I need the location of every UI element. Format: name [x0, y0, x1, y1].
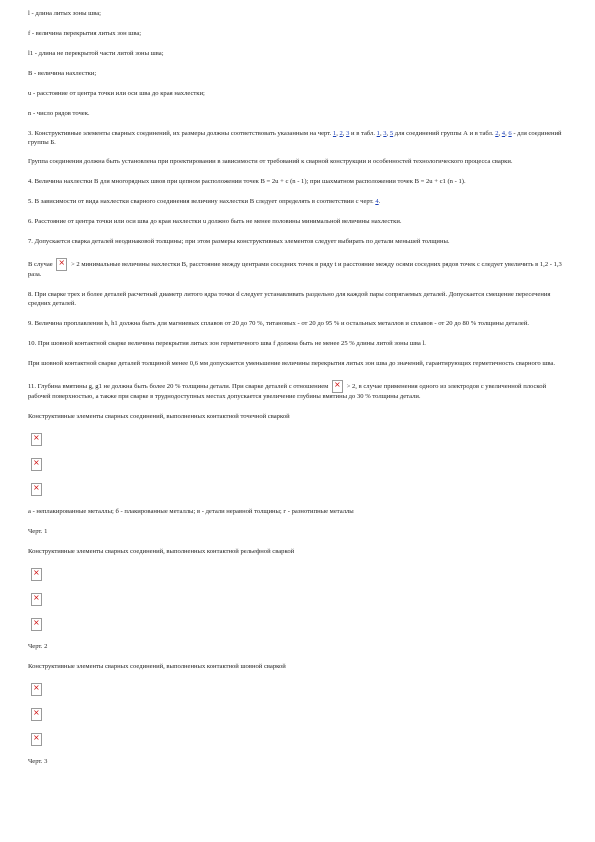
broken-image-icon	[332, 380, 343, 393]
link-table-4[interactable]: 4	[501, 129, 506, 137]
clause-3-text-a: 3. Конструктивные элементы сварных соединений, их размеры должны соответствовать указанным на черт.	[28, 129, 333, 137]
broken-image-icon	[31, 483, 42, 496]
document-page	[28, 10, 568, 778]
figure-1b-image	[31, 458, 568, 471]
separator: ,	[498, 129, 502, 137]
broken-image-icon	[56, 258, 67, 271]
link-table-5[interactable]: 5	[389, 129, 394, 137]
definition-l: l - длина литых зоны шва;	[28, 10, 102, 17]
clause-5-text-a: 5. В зависимости от вида нахлестки сварного соединения величину нахлестки В следует определять в соответствии с черт.	[28, 198, 376, 206]
separator: ,	[342, 129, 347, 137]
figure-2-caption: Черт. 2	[28, 642, 48, 650]
broken-image-icon	[31, 733, 42, 746]
definition-n: n - число рядов точек.	[28, 109, 90, 117]
separator: ,	[505, 129, 509, 137]
definition-f: f - величина перекрытия литых зон шва;	[28, 29, 142, 37]
figure-3b-image	[31, 708, 568, 721]
clause-7-ratio-text-b: > 2 минимальные величины нахлестки В, расстояние между центрами соседних точек в ряду t и расстояние между осями соседних рядов точек с следует увеличить в 1,2 - 1,3 раза.	[28, 261, 562, 279]
clause-5	[28, 198, 568, 207]
clause-3	[28, 130, 568, 147]
figure-1c-image	[31, 483, 568, 496]
section-heading-projection-welding: Конструктивные элементы сварных соединений, выполненных контактной рельефной сваркой	[28, 547, 295, 555]
clause-10: 10. При шовной контактной сварке величина перекрытия литых зон герметичного шва f должна быть не менее 25 % длины литой зоны шва l.	[28, 339, 426, 347]
broken-image-icon	[31, 433, 42, 446]
figure-3a-image	[31, 683, 568, 696]
clause-7-ratio	[28, 258, 568, 280]
figure-3-caption: Черт. 3	[28, 757, 48, 765]
broken-image-icon	[31, 593, 42, 606]
figure-2a-image	[31, 568, 568, 581]
definition-u: u - расстояние от центра точки или оси шва до края нахлестки;	[28, 89, 205, 97]
clause-9: 9. Величина проплавления h, h1 должна быть для магниевых сплавов от 20 до 70 %, титановых - от 20 до 95 % и остальных металлов и сплавов - от 20 до 80 % толщины деталей.	[28, 319, 530, 327]
link-table-2[interactable]: 2	[495, 129, 499, 137]
section-heading-spot-welding: Конструктивные элементы сварных соединений, выполненных контактной точечной сваркой	[28, 412, 290, 420]
link-table-3[interactable]: 3	[383, 129, 387, 137]
figure-2c-image	[31, 618, 568, 631]
clause-3-text-b: и в табл.	[349, 129, 377, 137]
broken-image-icon	[31, 458, 42, 471]
clause-11-text-a: 11. Глубина вмятины g, g1 не должна быть более 20 % толщины детали. При сварке деталей с отношением	[28, 382, 330, 390]
broken-image-icon	[31, 618, 42, 631]
clause-8: 8. При сварке трех и более деталей расчетный диаметр литого ядра точки d следует устанавливать раздельно для каждой пары сопрягаемых деталей. Допускается смещение пересечения средних деталей.	[28, 291, 551, 307]
link-table-1[interactable]: 1	[376, 129, 380, 137]
clause-7: 7. Допускается сварка деталей неодинаковой толщины; при этом размеры конструктивных элементов следует выбирать по детали меньшей толщины.	[28, 238, 450, 246]
figure-1a-image	[31, 433, 568, 446]
clause-7-ratio-text-a: В случае	[28, 261, 55, 269]
definition-l1: l1 - длина не перекрытой части литой зоны шва;	[28, 49, 164, 57]
section-heading-seam-welding: Конструктивные элементы сварных соединений, выполненных контактной шовной сваркой	[28, 662, 286, 670]
link-fig-4[interactable]: 4	[375, 198, 379, 206]
broken-image-icon	[31, 683, 42, 696]
group-note: Группа соединения должна быть установлена при проектировании в зависимости от требований к сварной конструкции и особенностей технологического процесса сварки.	[28, 158, 513, 166]
clause-10-note: При шовной контактной сварке деталей толщиной менее 0,6 мм допускается уменьшение величины перекрытия литых зон шва до значений, гарантирующих герметичность сварного шва.	[28, 359, 556, 367]
broken-image-icon	[31, 568, 42, 581]
link-fig-2[interactable]: 2	[339, 129, 343, 137]
link-table-6[interactable]: 6	[508, 129, 512, 137]
broken-image-icon	[31, 708, 42, 721]
clause-4: 4. Величина нахлестки В для многорядных швов при цепном расположении точек В = 2u + с (n - 1); при шахматном расположении точек В = 2u + с1 (n - 1).	[28, 178, 466, 186]
definition-b: В - величина нахлестки;	[28, 69, 97, 77]
clause-3-text-c: для соединений группы А и в табл.	[393, 129, 496, 137]
clause-11	[28, 380, 568, 402]
clause-3-text-d: - для соединений группы Б.	[28, 129, 562, 146]
clause-11-text-b: > 2, в случае применения одного из электродов с увеличенной плоской рабочей поверхностью, а также при сварке в труднодоступных местах допускается увеличение глубины вмятины до 30 % толщины детали.	[28, 382, 547, 400]
clause-5-text-b: .	[378, 198, 381, 206]
figure-3c-image	[31, 733, 568, 746]
separator: ,	[379, 129, 384, 137]
figure-1-caption: Черт. 1	[28, 527, 48, 535]
separator: ,	[336, 129, 340, 137]
figure-2b-image	[31, 593, 568, 606]
figure-1-legend: а - неплакированные металлы; б - плакированные металлы; в - детали неравной толщины; г - разнотипные металлы	[28, 507, 354, 515]
link-fig-1[interactable]: 1	[332, 129, 337, 137]
separator: ,	[386, 129, 390, 137]
clause-6: 6. Расстояние от центра точки или оси шва до края нахлестки u должно быть не менее половины минимальной величины нахлестки.	[28, 218, 402, 226]
link-fig-3[interactable]: 3	[346, 129, 350, 137]
